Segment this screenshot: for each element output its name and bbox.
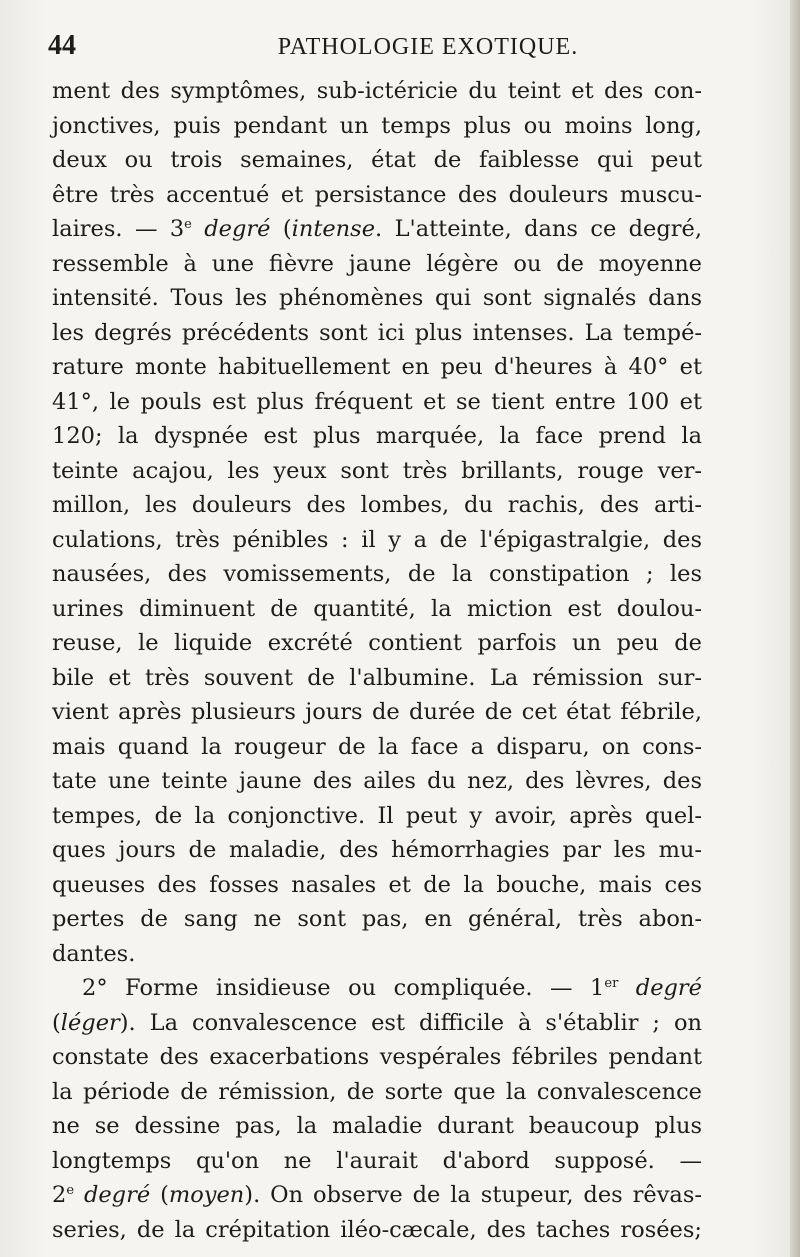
text-fragment: . L'atteinte, dans ce degré, <box>375 216 702 242</box>
text-line: tempes, de la conjonctive. Il peut y avoir, après quel- <box>52 802 702 829</box>
text-fragment: ). La convalescence est difficile à s'établir ; on <box>119 1009 702 1036</box>
text-line: vient après plusieurs jours de durée de cet état fébrile, <box>52 699 702 725</box>
text-line: intensité. Tous les phénomènes qui sont signalés dans <box>52 285 702 311</box>
text-fragment: laires. — 3 <box>52 216 185 242</box>
text-line: longtemps qu'on ne l'aurait d'abord supposé. — <box>52 1147 702 1174</box>
text-fragment: ). On observe de la stupeur, des rêvas- <box>244 1182 702 1208</box>
text-fragment: 2° Forme insidieuse ou compliquée. — 1 <box>82 975 605 1001</box>
text-fragment: 2 <box>52 1182 67 1208</box>
text-line: bile et très souvent de l'albumine. La rémission sur- <box>52 664 702 691</box>
text-line: ressemble à une fièvre jaune légère ou de moyenne <box>52 250 702 277</box>
text-line: les degrés précédents sont ici plus intenses. La tempé- <box>52 319 702 346</box>
text-line <box>52 971 702 1006</box>
superscript: er <box>604 976 619 991</box>
text-line: être très accentué et persistance des douleurs muscu- <box>52 181 702 208</box>
italic-term: moyen <box>168 1182 245 1208</box>
text-line: ne se dessine pas, la maladie durant beaucoup plus <box>52 1113 702 1139</box>
text-line: ques jours de maladie, des hémorrhagies par les mu- <box>52 837 702 863</box>
text-line: reuse, le liquide excrété contient parfois un peu de <box>52 630 702 656</box>
page-number: 44 <box>48 30 76 61</box>
text-line: la période de rémission, de sorte que la convalescence <box>52 1078 702 1105</box>
text-line: queuses des fosses nasales et de la bouche, mais ces <box>52 871 702 898</box>
text-line: ment des symptômes, sub-ictéricie du teint et des con- <box>52 78 702 104</box>
page-edge <box>790 0 800 1257</box>
page-header <box>48 30 748 70</box>
italic-term: degré <box>204 216 271 242</box>
text-line: culations, très pénibles : il y a de l'épigastralgie, des <box>52 526 702 553</box>
superscript: e <box>184 217 192 232</box>
text-line: millon, les douleurs des lombes, du rachis, des arti- <box>52 492 702 518</box>
text-line: rature monte habituellement en peu d'heures à 40° et <box>52 354 702 380</box>
text-line: pertes de sang ne sont pas, en général, très abon- <box>52 906 702 932</box>
italic-term: degré <box>635 975 702 1001</box>
text-line: teinte acajou, les yeux sont très brillants, rouge ver- <box>52 457 702 484</box>
text-line: nausées, des vomissements, de la constipation ; les <box>52 561 702 587</box>
text-line: 120; la dyspnée est plus marquée, la face prend la <box>52 423 702 449</box>
text-line: jonctives, puis pendant un temps plus ou moins long, <box>52 112 702 139</box>
text-line: tate une teinte jaune des ailes du nez, des lèvres, des <box>52 768 702 794</box>
text-line: 41°, le pouls est plus fréquent et se tient entre 100 et <box>52 388 702 415</box>
text-line: (léger). La convalescence est difficile à s'établir ; on <box>52 1009 702 1036</box>
italic-term: intense <box>291 216 376 242</box>
text-line: urines diminuent de quantité, la miction est doulou- <box>52 595 702 622</box>
text-line: laires. — 3e degré (intense. L'atteinte, dans ce degré, <box>52 216 702 242</box>
text-line: constate des exacerbations vespérales fébriles pendant <box>52 1044 702 1070</box>
text-line: 2e degré (moyen). On observe de la stupeur, des rêvas- <box>52 1182 702 1208</box>
text-line: mais quand la rougeur de la face a disparu, on cons- <box>52 733 702 760</box>
running-title: PATHOLOGIE EXOTIQUE. <box>277 34 579 60</box>
text-line: deux ou trois semaines, état de faiblesse qui peut <box>52 147 702 173</box>
text-line: dantes. <box>52 940 136 967</box>
superscript: e <box>66 1183 75 1198</box>
italic-term: léger <box>60 1009 120 1036</box>
italic-term: degré <box>83 1182 151 1208</box>
body-text <box>52 74 702 1247</box>
text-line: series, de la crépitation iléo-cæcale, des taches rosées; <box>52 1216 702 1243</box>
